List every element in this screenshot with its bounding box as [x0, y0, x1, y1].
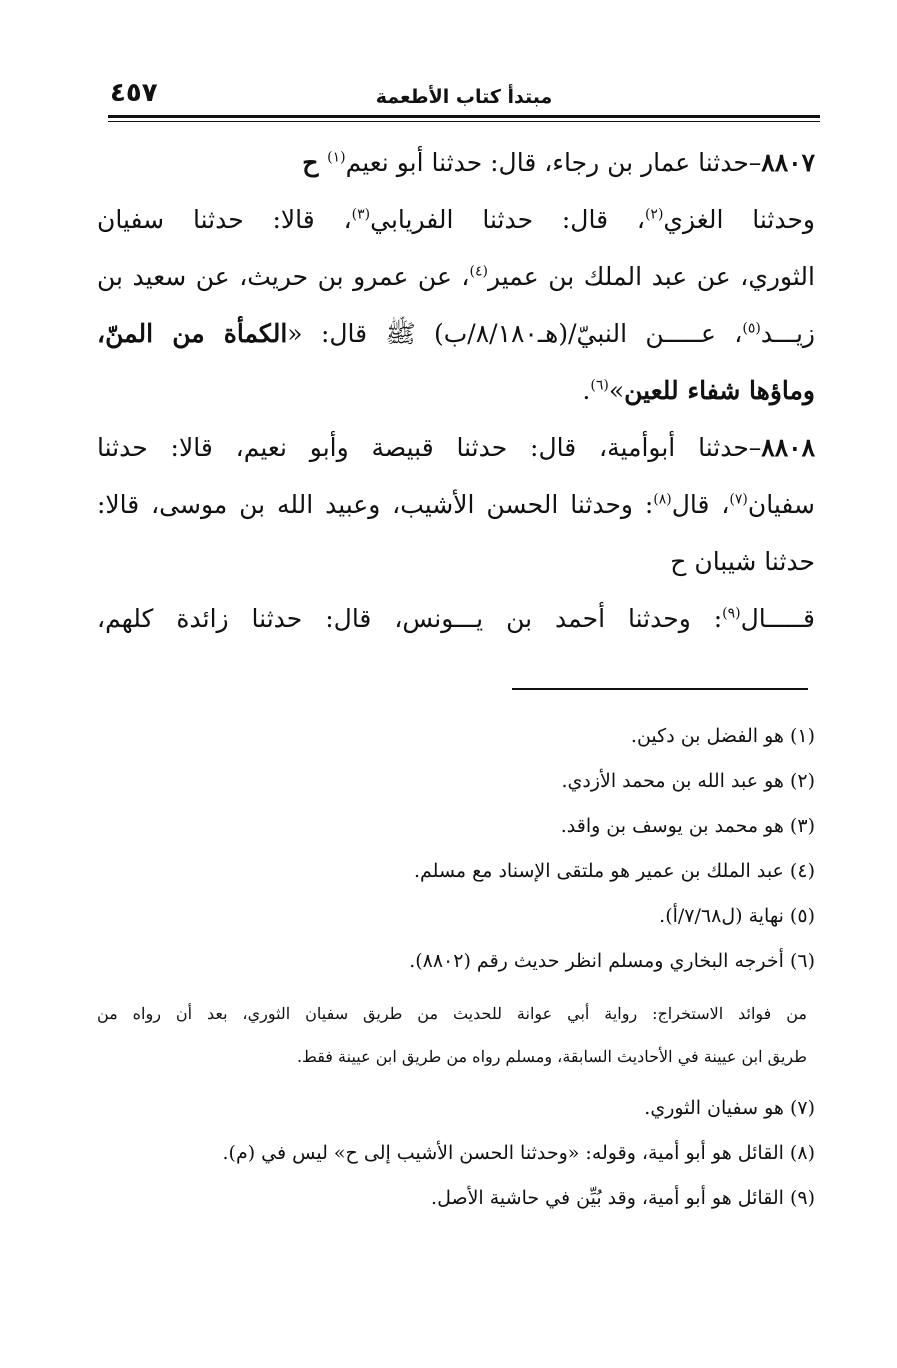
running-header: [108, 78, 820, 118]
line-text: –حدثنا أبوأمية، قال: حدثنا قبيصة وأبو نعيم، قالا: حدثنا: [97, 433, 762, 462]
line-text: قـــــال: [740, 604, 815, 633]
footnote-ref: (٤): [469, 263, 488, 280]
footnote-2: (٢) هو عبد الله بن محمد الأزدي.: [561, 770, 815, 792]
line-text: –حدثنا عمار بن رجاء، قال: حدثنا أبو نعيم: [345, 148, 762, 177]
text-line-4: [97, 314, 815, 354]
footnote-4: (٤) عبد الملك بن عمير هو ملتقى الإسناد مع مسلم.: [414, 860, 815, 882]
footnote-separator: [512, 688, 808, 690]
line-text: : وحدثنا أحمد بن يـــونس، قال: حدثنا زائدة كلهم،: [97, 604, 723, 633]
hadith-number: ٨٨٠٧: [761, 148, 815, 177]
footnote-3: (٣) هو محمد بن يوسف بن واقد.: [560, 815, 815, 837]
footnote-ref: (١): [327, 149, 346, 166]
footnote-ref: (٣): [351, 206, 371, 223]
footnote-ref: (٨): [653, 491, 672, 508]
footnote-9: (٩) القائل هو أبو أمية، وقد بُيِّن في حاشية الأصل.: [431, 1187, 815, 1209]
line-text: ، قال: [671, 490, 730, 519]
line-text: ، عن عمرو بن حريث، عن سعيد بن: [97, 262, 470, 291]
text-line-2: [97, 200, 815, 240]
line-text: حدثنا شيبان ح: [670, 547, 815, 576]
footnote-6-note-line-2: طريق ابن عيينة في الأحاديث السابقة، ومسلم رواه من طريق ابن عيينة فقط.: [296, 1047, 807, 1066]
footnote-5: (٥) نهاية (ل٧/٦٨/أ).: [659, 905, 815, 927]
text-line-8: [97, 542, 815, 582]
footnote-ref: (٦): [590, 377, 609, 394]
text-line-1: [97, 143, 815, 183]
line-text: ، قالا: حدثنا سفيان: [97, 205, 352, 234]
footnote-6-note-line-1: من فوائد الاستخراج: رواية أبي عوانة للحديث من طريق سفيان الثوري، بعد أن رواه من: [97, 1004, 807, 1023]
line-text: زيـــد: [760, 319, 815, 348]
text-line-3: [97, 257, 815, 297]
footnote-ref: (٧): [729, 491, 748, 508]
line-text: وحدثنا الغزي: [663, 205, 815, 234]
page-number: ٤٥٧: [110, 78, 158, 108]
line-text: .: [582, 376, 591, 405]
line-text: ، عـــــن النبيّ/(هـ٨/١٨٠/ب) ﷺ قال: «: [287, 319, 743, 348]
footnote-6: (٦) أخرجه البخاري ومسلم انظر حديث رقم (٨٨٠٢).: [409, 950, 815, 972]
text-line-9: [97, 599, 815, 639]
hadith-number: ٨٨٠٨: [761, 433, 815, 462]
text-line-7: [97, 485, 815, 525]
footnote-8: (٨) القائل هو أبو أمية، وقوله: «وحدثنا الحسن الأشيب إلى ح» ليس في (م).: [222, 1142, 815, 1164]
line-text: : وحدثنا الحسن الأشيب، وعبيد الله بن موسى، قالا:: [97, 490, 654, 519]
footnote-7: (٧) هو سفيان الثوري.: [644, 1097, 815, 1119]
line-text: ، قال: حدثنا الفريابي: [370, 205, 645, 234]
line-text: »: [608, 376, 625, 405]
text-line-5: [97, 371, 815, 411]
header-rule-thick: [108, 115, 820, 118]
line-text: ح: [302, 148, 328, 177]
text-line-6: [97, 428, 815, 468]
footnote-ref: (٢): [644, 206, 664, 223]
line-text: سفيان: [747, 490, 816, 519]
footnote-ref: (٩): [722, 605, 741, 622]
header-rule-thin: [108, 121, 820, 122]
header-title: مبتدأ كتاب الأطعمة: [375, 86, 553, 108]
hadith-text-bold: الكمأة من المنّ،: [97, 319, 288, 348]
line-text: الثوري، عن عبد الملك بن عمير: [487, 262, 815, 291]
footnote-1: (١) هو الفضل بن دكين.: [630, 725, 815, 747]
footnote-ref: (٥): [742, 320, 761, 337]
hadith-text-bold: وماؤها شفاء للعين: [624, 376, 815, 405]
